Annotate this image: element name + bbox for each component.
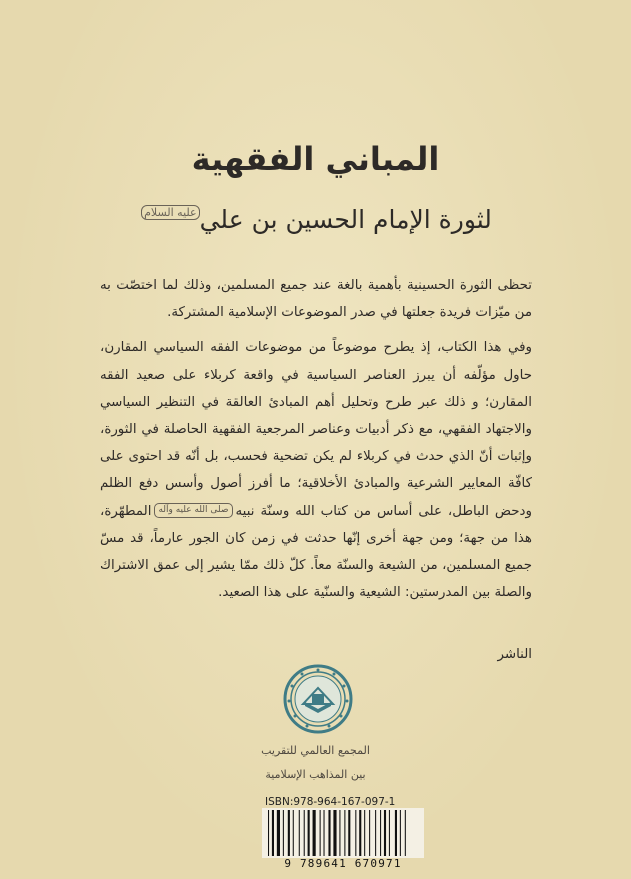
blurb-paragraph-2-text: وفي هذا الكتاب، إذ يطرح موضوعاً من موضوعات الفقه السياسي المقارن، حاول مؤلّفه أن يبرز العناصر السياسية في واقعة كربلاء على صعيد الفقه المقارن؛ و ذلك عبر طرح وتحليل أهم المبادئ العالقة في التنظير السياسي والاجتهاد الفقهي، مع ذكر أدبيات وعناصر المرجعية الفقهية الحاصلة في الثورة، وإثبات أنّ الذي حدث في كربلاء لم يكن تضحية فحسب، بل أنّه قد احتوى على كافّة المعايير الشرعية والمبادئ الأخلاقية؛ ما أفرز أصول وأسس دفع الظلم ودحض الباطل، على أساس من كتاب الله وسنّة نبيه — [100, 340, 532, 519]
isbn-label: ISBN:978-964-167-097-1 — [265, 796, 396, 808]
blurb — [100, 272, 532, 614]
subtitle-text: لثورة الإمام الحسين بن علي — [199, 205, 492, 234]
book-subtitle — [0, 205, 631, 234]
blurb-paragraph-2 — [100, 334, 532, 606]
blurb-paragraph-3-text: المطهّرة، هذا من جهة؛ ومن جهة أخرى إنّها حدثت في زمن كان الجور عارماً، قد مسّ جميع المسلمين، من الشيعة والسنّة معاً. كلّ ذلك ممّا يشير إلى عمق الاشتراك والصلة بين المدرستين: الشيعية والسنّية على هذا الصعيد. — [100, 503, 532, 601]
inline-honorific: صلى الله عليه وآله — [154, 503, 232, 518]
barcode — [262, 808, 424, 858]
publisher-label: الناشر — [497, 647, 532, 662]
org-name-line-2: بين المذاهب الإسلامية — [265, 768, 366, 781]
barcode-digits: 9 789641 670971 — [284, 857, 402, 870]
honorific-mark: عليه السلام — [141, 205, 200, 220]
blurb-paragraph-1: تحظى الثورة الحسينية بأهمية بالغة عند جميع المسلمين، وذلك لما اختصّت به من ميّزات فريدة جعلتها في صدر الموضوعات الإسلامية المشتركة. — [100, 278, 532, 321]
book-title: المباني الفقهية — [191, 140, 440, 178]
org-name-line-1: المجمع العالمي للتقريب — [261, 744, 370, 757]
publisher-logo — [283, 664, 353, 734]
